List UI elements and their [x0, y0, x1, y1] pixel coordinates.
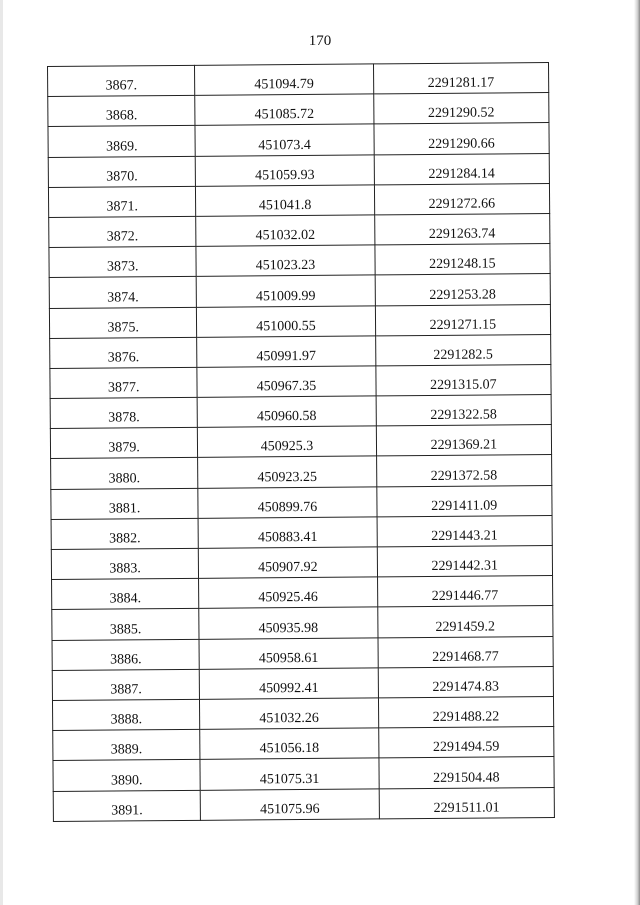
table-row [51, 455, 552, 489]
point-number-cell: 3882. [51, 518, 199, 549]
y-coordinate-cell: 2291511.01 [379, 787, 555, 819]
table-row [50, 334, 551, 368]
y-coordinate-cell: 2291248.15 [375, 244, 551, 276]
table-row [53, 727, 554, 761]
point-number-cell: 3871. [48, 186, 196, 217]
y-coordinate-cell: 2291290.52 [373, 93, 549, 125]
table-row [53, 787, 554, 821]
y-coordinate-cell: 2291468.77 [378, 636, 554, 668]
y-coordinate-cell: 2291284.14 [374, 153, 550, 185]
x-coordinate-cell: 451009.99 [196, 275, 375, 307]
x-coordinate-cell: 451032.26 [200, 698, 379, 730]
y-coordinate-cell: 2291263.74 [374, 213, 550, 245]
y-coordinate-cell: 2291488.22 [378, 696, 554, 728]
x-coordinate-cell: 451075.96 [201, 788, 380, 820]
y-coordinate-cell: 2291282.5 [375, 334, 551, 366]
x-coordinate-cell: 451056.18 [200, 728, 379, 760]
table-row [48, 183, 549, 217]
y-coordinate-cell: 2291459.2 [377, 606, 553, 638]
table-row [49, 274, 550, 308]
point-number-cell: 3880. [51, 458, 199, 489]
y-coordinate-cell: 2291315.07 [375, 364, 551, 396]
x-coordinate-cell: 450991.97 [197, 336, 376, 368]
point-number-cell: 3884. [52, 579, 200, 610]
page-number: 170 [308, 33, 332, 49]
x-coordinate-cell: 450960.58 [197, 396, 376, 428]
table-row [51, 515, 552, 549]
x-coordinate-cell: 451032.02 [196, 215, 375, 247]
point-number-cell: 3881. [51, 488, 199, 519]
y-coordinate-cell: 2291253.28 [375, 274, 551, 306]
y-coordinate-cell: 2291504.48 [379, 757, 555, 789]
x-coordinate-cell: 450923.25 [198, 456, 377, 488]
table-row [50, 364, 551, 398]
x-coordinate-cell: 451000.55 [197, 305, 376, 337]
point-number-cell: 3868. [48, 96, 196, 127]
table-row [51, 546, 552, 580]
y-coordinate-cell: 2291494.59 [378, 727, 554, 759]
table-row [48, 93, 549, 127]
x-coordinate-cell: 450992.41 [200, 668, 379, 700]
coordinates-table-container [47, 62, 555, 822]
y-coordinate-cell: 2291369.21 [376, 425, 552, 457]
x-coordinate-cell: 451094.79 [195, 64, 374, 96]
point-number-cell: 3869. [48, 126, 196, 157]
x-coordinate-cell: 450925.46 [199, 577, 378, 609]
x-coordinate-cell: 451073.4 [195, 124, 374, 156]
point-number-cell: 3878. [50, 397, 198, 428]
x-coordinate-cell: 451041.8 [196, 185, 375, 217]
y-coordinate-cell: 2291474.83 [378, 666, 554, 698]
point-number-cell: 3875. [49, 307, 197, 338]
table-row [52, 666, 553, 700]
y-coordinate-cell: 2291290.66 [374, 123, 550, 155]
table-row [51, 485, 552, 519]
point-number-cell: 3890. [53, 760, 201, 791]
x-coordinate-cell: 450907.92 [199, 547, 378, 579]
scan-edge-left [0, 0, 3, 905]
point-number-cell: 3883. [51, 548, 199, 579]
x-coordinate-cell: 450899.76 [198, 487, 377, 519]
point-number-cell: 3889. [53, 729, 201, 760]
table-row [53, 757, 554, 791]
scan-edge-right [634, 0, 640, 905]
point-number-cell: 3887. [52, 669, 200, 700]
x-coordinate-cell: 450935.98 [199, 607, 378, 639]
y-coordinate-cell: 2291446.77 [377, 576, 553, 608]
x-coordinate-cell: 451075.31 [200, 758, 379, 790]
point-number-cell: 3867. [48, 65, 196, 96]
table-row [52, 606, 553, 640]
x-coordinate-cell: 451085.72 [195, 94, 374, 126]
table-body [48, 63, 555, 822]
point-number-cell: 3891. [53, 790, 201, 821]
point-number-cell: 3876. [50, 337, 198, 368]
table-row [50, 395, 551, 429]
x-coordinate-cell: 450925.3 [198, 426, 377, 458]
y-coordinate-cell: 2291411.09 [376, 485, 552, 517]
x-coordinate-cell: 451059.93 [196, 154, 375, 186]
x-coordinate-cell: 451023.23 [196, 245, 375, 277]
table-row [48, 153, 549, 187]
point-number-cell: 3877. [50, 367, 198, 398]
y-coordinate-cell: 2291271.15 [375, 304, 551, 336]
x-coordinate-cell: 450883.41 [198, 517, 377, 549]
coordinates-table [47, 62, 555, 822]
x-coordinate-cell: 450958.61 [199, 637, 378, 669]
table-row [49, 213, 550, 247]
table-row [52, 696, 553, 730]
y-coordinate-cell: 2291442.31 [377, 546, 553, 578]
point-number-cell: 3885. [52, 609, 200, 640]
y-coordinate-cell: 2291272.66 [374, 183, 550, 215]
table-row [52, 576, 553, 610]
point-number-cell: 3873. [49, 246, 197, 277]
table-row [50, 425, 551, 459]
x-coordinate-cell: 450967.35 [197, 366, 376, 398]
table-row [52, 636, 553, 670]
point-number-cell: 3888. [52, 699, 200, 730]
table-row [48, 123, 549, 157]
y-coordinate-cell: 2291443.21 [377, 515, 553, 547]
y-coordinate-cell: 2291281.17 [373, 63, 549, 95]
point-number-cell: 3886. [52, 639, 200, 670]
table-row [49, 244, 550, 278]
point-number-cell: 3879. [50, 428, 198, 459]
y-coordinate-cell: 2291372.58 [376, 455, 552, 487]
table-row [48, 63, 549, 97]
point-number-cell: 3872. [49, 216, 197, 247]
point-number-cell: 3874. [49, 277, 197, 308]
point-number-cell: 3870. [48, 156, 196, 187]
table-row [49, 304, 550, 338]
y-coordinate-cell: 2291322.58 [376, 395, 552, 427]
